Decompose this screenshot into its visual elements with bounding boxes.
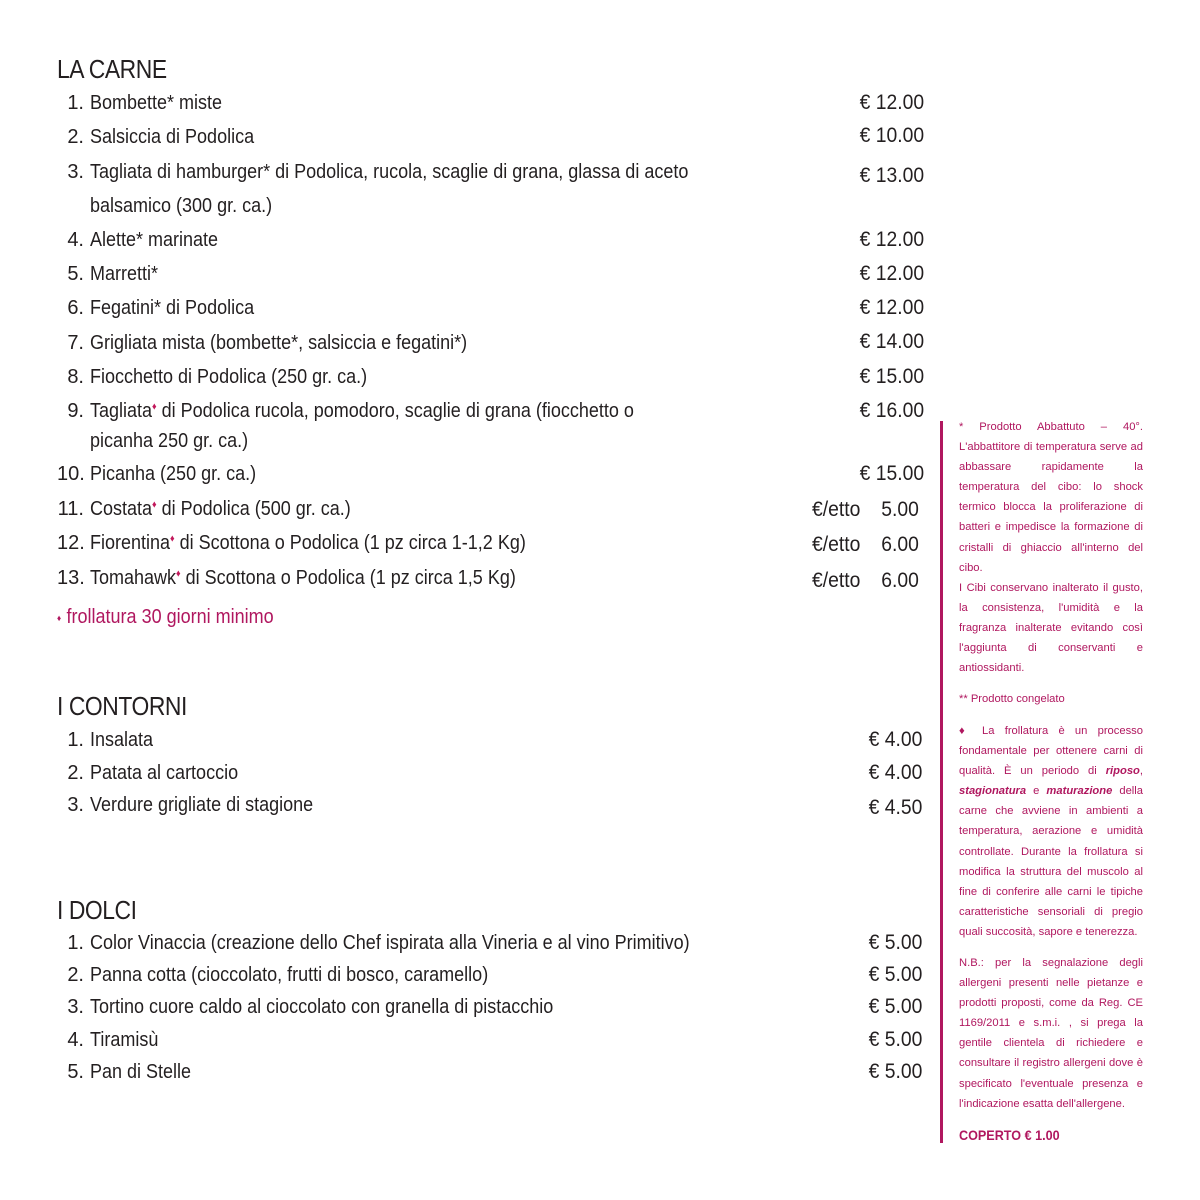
note-sep: , — [1139, 765, 1143, 778]
note-conservazione-text: I Cibi conservano inalterato il gusto, la consistenza, l'umidità e la fragranza inalterate evitando così l'aggiunta di conservanti e antiossidanti. — [959, 581, 1143, 675]
menu-item-name: Grigliata mista (bombette*, salsiccia e fegatini*) — [90, 332, 468, 354]
item-number: 3. — [67, 794, 84, 816]
price-unit: €/etto — [812, 498, 861, 521]
menu-item-price: € 12.00 — [859, 262, 924, 285]
menu-item-name — [90, 532, 526, 555]
menu-item-name: Fegatini* di Podolica — [90, 297, 255, 319]
menu-item-name: Pan di Stelle — [90, 1061, 192, 1083]
menu-item-price: € 15.00 — [859, 365, 924, 388]
menu-item-price: € 14.00 — [859, 330, 924, 353]
section-title-contorni: I CONTORNI — [57, 691, 187, 721]
menu-item-name: Verdure grigliate di stagione — [90, 794, 314, 816]
item-number: 9. — [67, 400, 84, 422]
diamond-icon: ♦ — [152, 499, 157, 511]
menu-item-price: € 16.00 — [859, 399, 924, 422]
menu-item-price: 5.00 — [881, 498, 919, 521]
menu-item-name-part: di Scottona o Podolica (1 pz circa 1-1,2 Kg) — [174, 532, 526, 554]
menu-item-name: Patata al cartoccio — [90, 762, 239, 784]
menu-item-name-part: Costata — [90, 498, 153, 520]
section-title-carne: LA CARNE — [57, 54, 167, 84]
item-number: 13. — [57, 567, 85, 589]
keyword-riposo: riposo — [1105, 765, 1140, 778]
item-number: 3. — [67, 161, 84, 183]
menu-item-price: € 10.00 — [859, 124, 924, 147]
menu-item-name: Color Vinaccia (creazione dello Chef ispirata alla Vineria e al vino Primitivo) — [90, 932, 690, 954]
item-number: 5. — [67, 1061, 84, 1083]
menu-item-name: Panna cotta (cioccolato, frutti di bosco, caramello) — [90, 964, 489, 986]
item-number: 10. — [57, 463, 85, 485]
menu-item-price: € 13.00 — [859, 164, 924, 187]
menu-item-name: Tiramisù — [90, 1029, 159, 1051]
item-number: 4. — [67, 1029, 84, 1051]
menu-item-price: € 12.00 — [859, 91, 924, 114]
frollatura-note-text: frollatura 30 giorni minimo — [66, 606, 274, 628]
menu-item-name: Alette* marinate — [90, 229, 219, 251]
menu-item-name: Fiocchetto di Podolica (250 gr. ca.) — [90, 366, 368, 388]
menu-item-name-cont: balsamico (300 gr. ca.) — [90, 195, 273, 217]
item-number: 4. — [67, 229, 84, 251]
menu-item-name-part: di Scottona o Podolica (1 pz circa 1,5 Kg) — [180, 567, 516, 589]
diamond-icon: ♦ — [176, 568, 181, 580]
frollatura-note — [57, 606, 274, 629]
menu-item-name-part: Fiorentina — [90, 532, 171, 554]
section-title-dolci: I DOLCI — [57, 895, 137, 925]
note-frollatura-text: ♦ La frollatura è un processo fondamentale per ottenere carni di qualità. È un periodo di — [959, 725, 1143, 778]
menu-item-price: € 5.00 — [868, 1060, 922, 1083]
menu-item-name: Tagliata di hamburger* di Podolica, rucola, scaglie di grana, glassa di aceto — [90, 161, 689, 183]
keyword-maturazione: maturazione — [1046, 785, 1113, 798]
note-frollatura-text-cont: della carne che avviene in ambienti a temperatura, aerazione e umidità controllate. Durante la frollatura si modifica la struttura del muscolo al fine di conferire alle carni le tipiche caratteristiche sensoriali di pregio quali succosità, sapore e tenerezza. — [959, 785, 1143, 938]
diamond-icon: ♦ — [152, 401, 157, 413]
menu-item-name: Bombette* miste — [90, 92, 223, 114]
coperto-price: COPERTO € 1.00 — [959, 1127, 1060, 1143]
item-number: 2. — [67, 762, 84, 784]
menu-item-name: Tortino cuore caldo al cioccolato con granella di pistacchio — [90, 996, 554, 1018]
diamond-icon: ♦ — [170, 533, 175, 545]
note-congelato: ** Prodotto congelato — [959, 693, 1065, 705]
menu-item-name-part: Tagliata — [90, 400, 153, 422]
menu-item-price: 6.00 — [881, 569, 919, 592]
price-unit: €/etto — [812, 533, 861, 556]
item-number: 1. — [67, 92, 84, 114]
menu-item-name: Picanha (250 gr. ca.) — [90, 463, 257, 485]
menu-item-name: Salsiccia di Podolica — [90, 126, 255, 148]
menu-item-price: € 12.00 — [859, 228, 924, 251]
menu-item-price: € 12.00 — [859, 296, 924, 319]
menu-item-name: Marretti* — [90, 263, 159, 285]
menu-item-name — [90, 400, 634, 423]
menu-item-price: 6.00 — [881, 533, 919, 556]
menu-item-name-part: di Podolica (500 gr. ca.) — [156, 498, 351, 520]
keyword-stagionatura: stagionatura — [959, 785, 1027, 798]
item-number: 1. — [67, 729, 84, 751]
item-number: 5. — [67, 263, 84, 285]
item-number: 1. — [67, 932, 84, 954]
menu-item-price: € 4.00 — [868, 761, 922, 784]
price-unit: €/etto — [812, 569, 861, 592]
sidebar-divider — [940, 421, 943, 1143]
note-abbattuto-text: * Prodotto Abbattuto – 40°. L'abbattitore di temperatura serve ad abbassare rapidamente la temperatura del cibo: lo shock termico blocca la proliferazione di batteri e impedisce la formazione di cristalli di ghiaccio all'interno del cibo. — [959, 421, 1143, 574]
item-number: 2. — [67, 964, 84, 986]
diamond-icon: ♦ — [57, 612, 62, 623]
note-abbattuto — [959, 417, 1143, 678]
menu-item-price: € 5.00 — [868, 963, 922, 986]
menu-item-price: € 4.00 — [868, 728, 922, 751]
menu-item-name — [90, 498, 351, 521]
item-number: 3. — [67, 996, 84, 1018]
menu-item-price: € 5.00 — [868, 995, 922, 1018]
item-number: 2. — [67, 126, 84, 148]
item-number: 11. — [57, 498, 84, 520]
menu-item-name-cont: picanha 250 gr. ca.) — [90, 430, 249, 452]
item-number: 7. — [67, 332, 84, 354]
menu-item-price: € 15.00 — [859, 462, 924, 485]
menu-item-name: Insalata — [90, 729, 154, 751]
note-allergeni: N.B.: per la segnalazione degli allergeni presenti nelle pietanze e prodotti proposti, come da Reg. CE 1169/2011 e s.m.i. , si prega la gentile clientela di richiedere e consultare il registro allergeni dove è specificato l'eventuale presenza e l'indicazione esatta dell'allergene. — [959, 957, 1143, 1110]
menu-item-price: € 5.00 — [868, 931, 922, 954]
menu-item-price: € 4.50 — [868, 796, 922, 819]
menu-item-name-part: Tomahawk — [90, 567, 177, 589]
item-number: 12. — [57, 532, 85, 554]
note-frollatura-info — [959, 721, 1143, 942]
menu-item-price: € 5.00 — [868, 1028, 922, 1051]
item-number: 6. — [67, 297, 84, 319]
note-sep: e — [1026, 785, 1047, 798]
item-number: 8. — [67, 366, 84, 388]
menu-item-name-part: di Podolica rucola, pomodoro, scaglie di grana (fiocchetto o — [156, 400, 634, 422]
menu-item-name — [90, 567, 516, 590]
